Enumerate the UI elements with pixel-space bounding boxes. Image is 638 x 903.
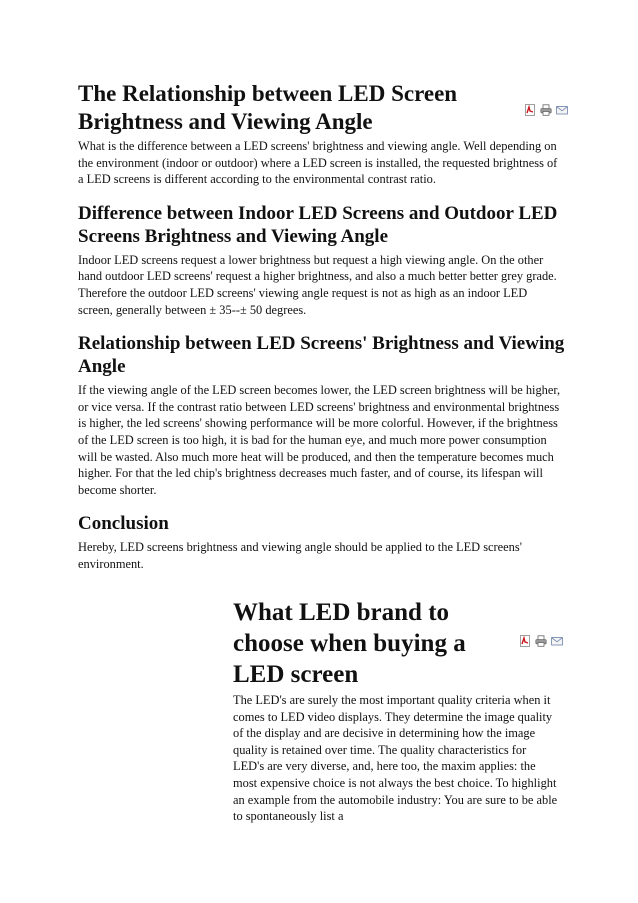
email-icon[interactable] xyxy=(551,635,563,647)
print-icon[interactable] xyxy=(540,104,552,116)
article-header xyxy=(78,80,568,136)
email-icon[interactable] xyxy=(556,104,568,116)
article-header xyxy=(233,597,563,690)
section-text-indoor-outdoor: Indoor LED screens request a lower brightness but request a high viewing angle. On the other hand outdoor LED screens' request a higher brightness, and also a much better better grey grade. Therefore the outdoor LED screens' viewing angle request is not as high as an indoor LED screen, generally between ± 35--± 50 degrees. xyxy=(78,252,557,317)
pdf-icon[interactable] xyxy=(524,104,536,116)
article-tools xyxy=(524,104,568,116)
section-heading-indoor-outdoor: Difference between Indoor LED Screens and Outdoor LED Screens Brightness and Viewing Angle xyxy=(78,202,558,247)
section-text-conclusion: Hereby, LED screens brightness and viewing angle should be applied to the LED screens' environment. xyxy=(78,540,522,571)
article-title: The Relationship between LED Screen Brightness and Viewing Angle xyxy=(78,81,458,134)
pdf-icon[interactable] xyxy=(519,635,531,647)
article-led-brand xyxy=(233,597,563,825)
section-heading-conclusion: Conclusion xyxy=(78,513,169,535)
section-heading-relationship: Relationship between LED Screens' Brightness and Viewing Angle xyxy=(78,333,565,378)
article-intro: The LED's are surely the most important quality criteria when it comes to LED video displays. They determine the image quality of the display and are decisive in determining how the image quality is retained over time. The quality characteristics for LED's are very diverse, and, here too, the maxim applies: the most expensive choice is not always the best choice. To highlight an example from the automobile industry: You are sure to be able to spontaneously list a xyxy=(233,693,558,824)
article-tools xyxy=(519,635,563,647)
print-icon[interactable] xyxy=(535,635,547,647)
article-intro: What is the difference between a LED screens' brightness and viewing angle. Well depending on the environment (indoor or outdoor) where a LED screen is installed, the requested brightness of a LED screens is different according to the environmental contrast ratio. xyxy=(78,139,558,187)
section-text-relationship: If the viewing angle of the LED screen becomes lower, the LED screen brightness will be higher, or vice versa. If the contrast ratio between LED screens' brightness and environmental brightness is higher, the led screens' showing performance will be more colorful. However, if the brightness of the LED screen is too high, it is bad for the human eye, and much more power consumption will be wasted. Also much more heat will be produced, and then the temperature becomes much higher. For that the led chip's brightness decreases much faster, and of course, its lifespan will become shorter. xyxy=(78,383,561,497)
article-title: What LED brand to choose when buying a LED screen xyxy=(233,599,466,688)
article-led-brightness xyxy=(78,80,568,573)
